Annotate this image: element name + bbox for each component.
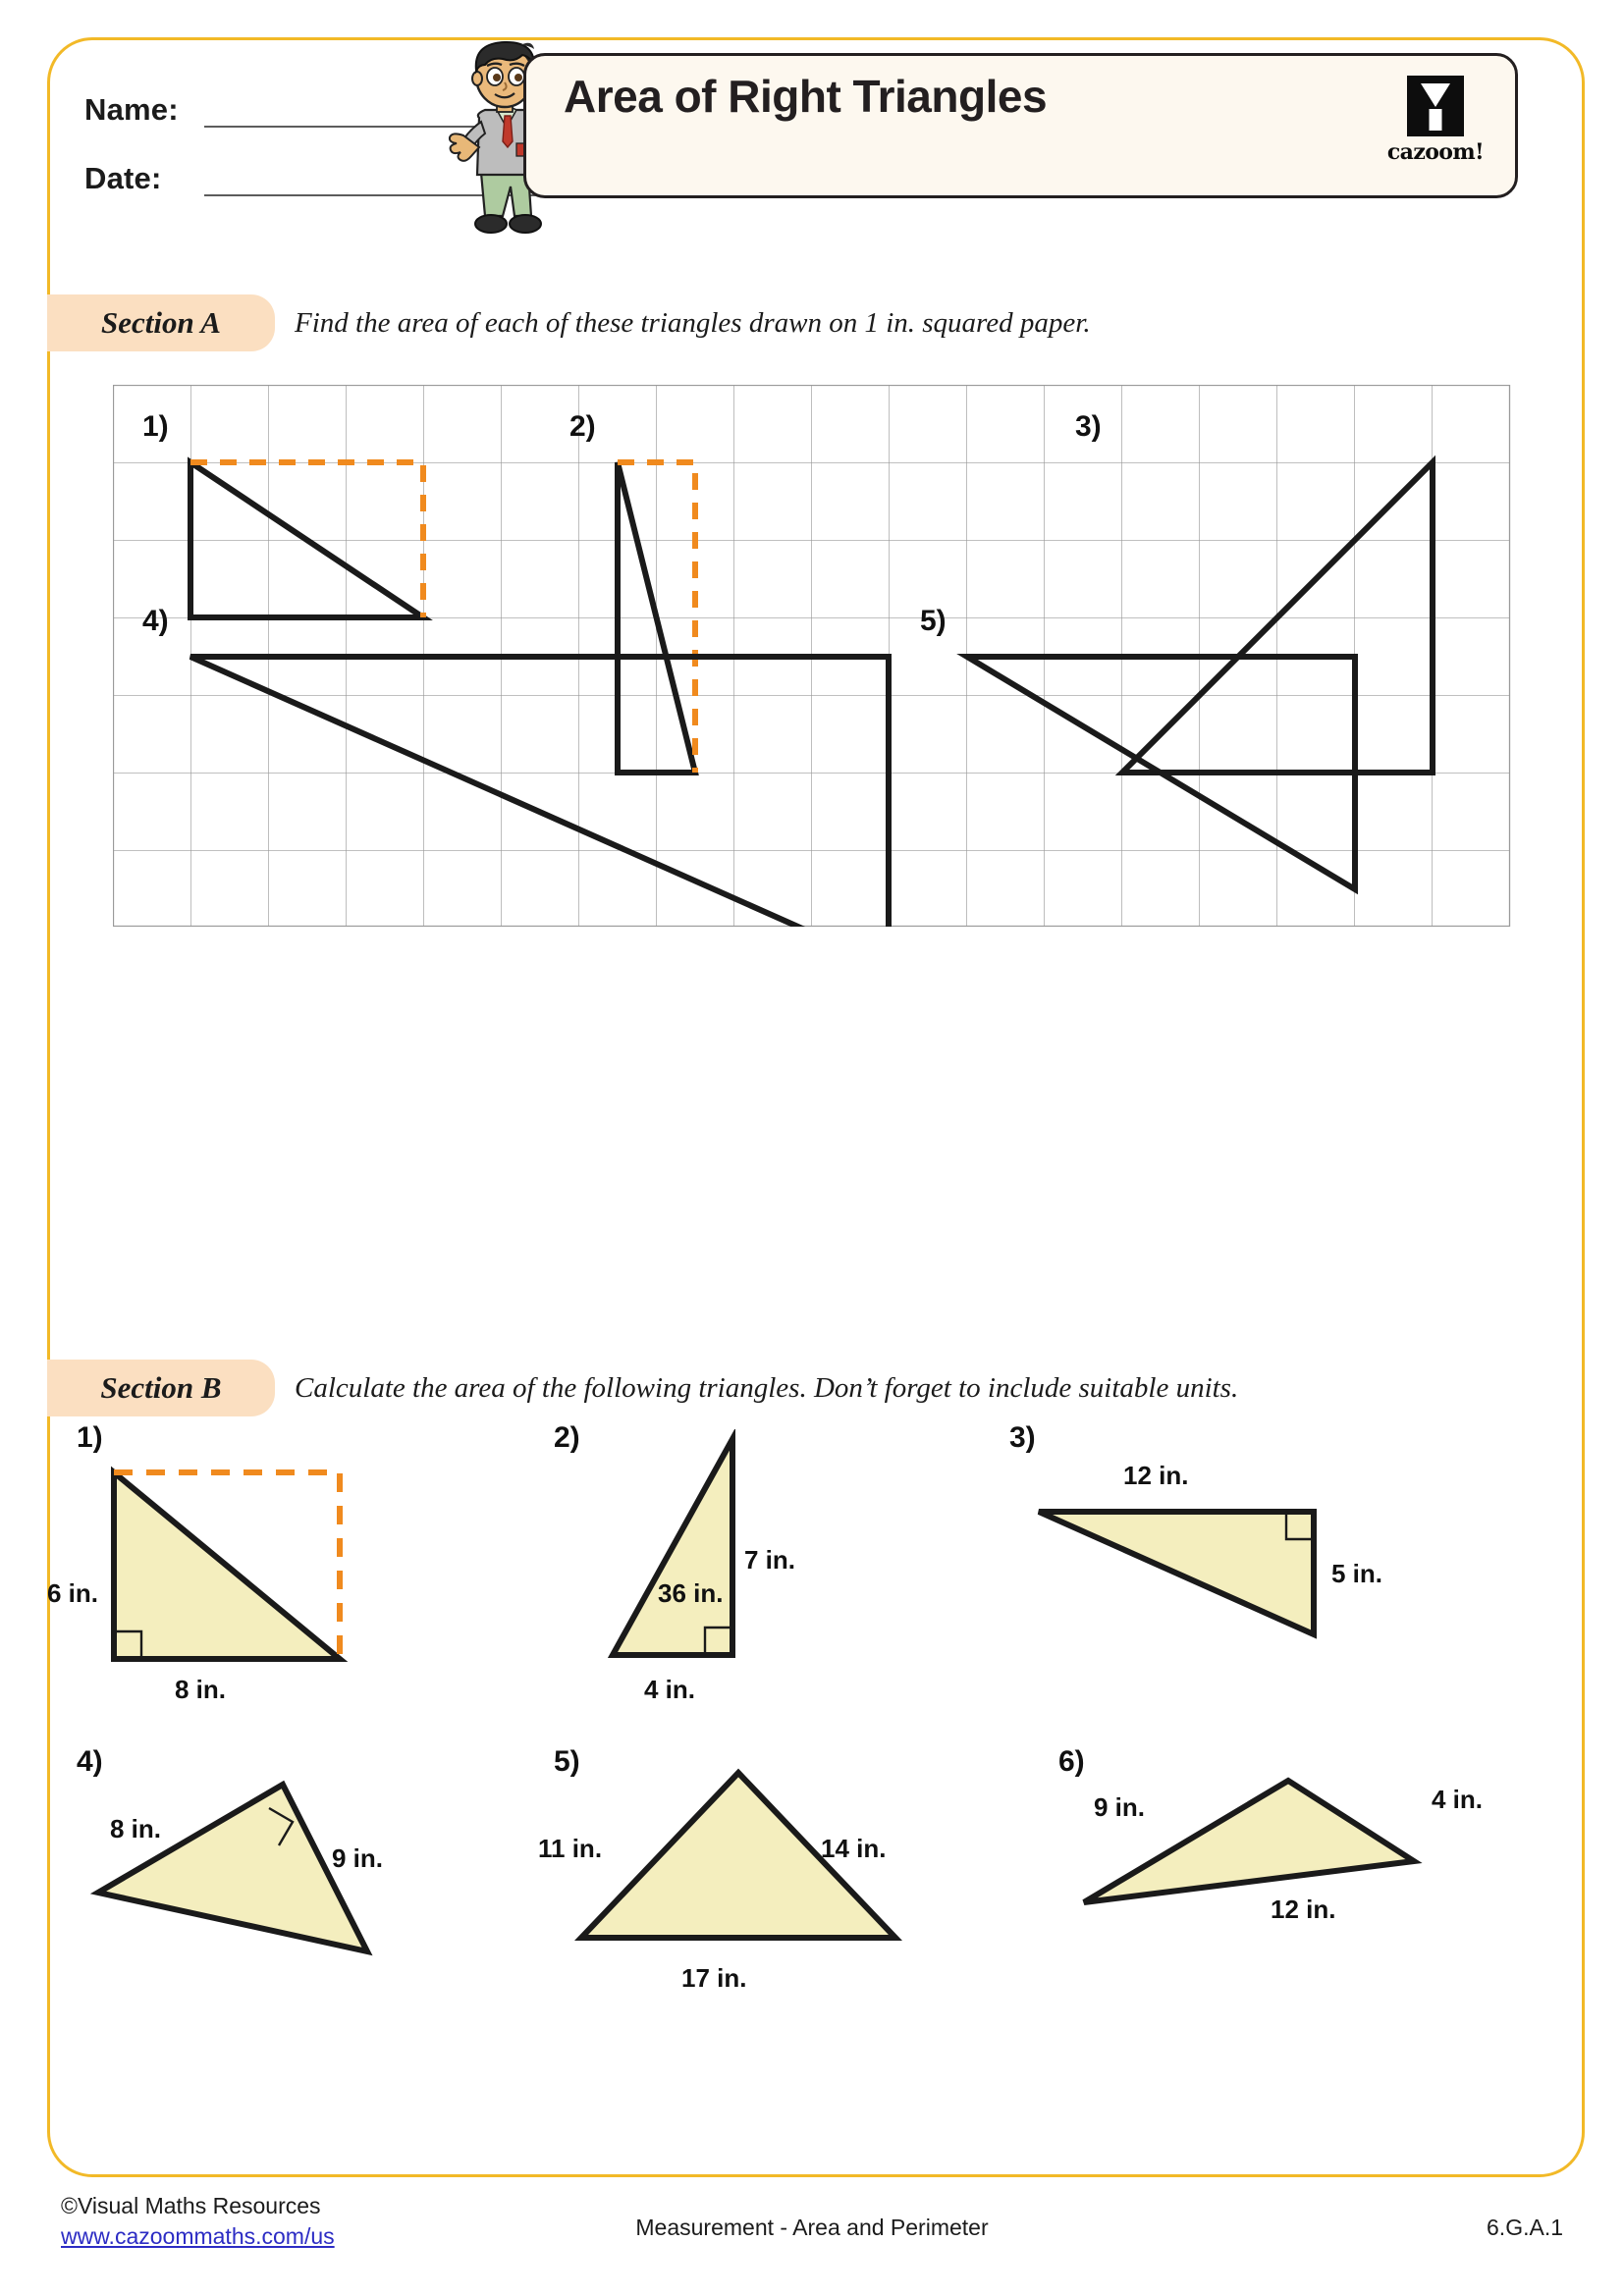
figure-b6-label-bottom: 12 in. bbox=[1271, 1895, 1336, 1924]
footer-topic: Measurement - Area and Perimeter bbox=[635, 2215, 989, 2240]
date-label: Date: bbox=[84, 161, 162, 195]
section-b-figures bbox=[47, 1421, 1585, 2177]
figure-b4-number: 4) bbox=[77, 1745, 103, 1778]
squared-paper-grid bbox=[113, 385, 1512, 927]
figure-b1-number: 1) bbox=[77, 1421, 103, 1454]
figure-b4-label-right: 9 in. bbox=[332, 1843, 384, 1873]
figure-b3-label-top: 12 in. bbox=[1123, 1461, 1189, 1490]
figure-b6 bbox=[1029, 1745, 1559, 2040]
grid-q2-number: 2) bbox=[569, 410, 596, 443]
figure-b4-label-upper-left: 8 in. bbox=[110, 1814, 162, 1843]
cazoom-wordmark: cazoom! bbox=[1386, 139, 1485, 165]
figure-b5-number: 5) bbox=[554, 1745, 580, 1778]
section-b-instruction: Calculate the area of the following triangles. Don’t forget to include suitable units. bbox=[295, 1371, 1239, 1404]
section-b-header bbox=[47, 1360, 1585, 1416]
grid-q5-number: 5) bbox=[920, 605, 947, 637]
figure-b6-label-left: 9 in. bbox=[1094, 1792, 1146, 1822]
figure-b1-label-left: 6 in. bbox=[47, 1578, 99, 1608]
title-card bbox=[523, 53, 1518, 198]
page-title: Area of Right Triangles bbox=[564, 71, 1048, 122]
worksheet-header bbox=[47, 37, 1585, 288]
figure-b1 bbox=[47, 1421, 538, 1745]
figure-b6-label-right: 4 in. bbox=[1432, 1785, 1484, 1814]
figure-b3 bbox=[980, 1421, 1530, 1745]
footer-copyright: ©Visual Maths Resources bbox=[61, 2193, 321, 2218]
figure-b2-triangle bbox=[613, 1439, 732, 1655]
figure-b3-label-right: 5 in. bbox=[1331, 1559, 1383, 1588]
grid-q4-number: 4) bbox=[142, 605, 169, 637]
section-a-badge-label: Section A bbox=[100, 305, 221, 340]
section-a-instruction: Find the area of each of these triangles drawn on 1 in. squared paper. bbox=[295, 306, 1091, 339]
section-b-badge-label: Section B bbox=[100, 1370, 222, 1405]
footer-url-link[interactable]: www.cazoommaths.com/us bbox=[61, 2223, 335, 2250]
figure-b5-label-right: 14 in. bbox=[821, 1834, 887, 1863]
figure-b6-number: 6) bbox=[1058, 1745, 1085, 1778]
figure-b1-label-bottom: 8 in. bbox=[175, 1675, 227, 1704]
hourglass-icon bbox=[1407, 76, 1464, 136]
figure-b1-triangle bbox=[114, 1472, 340, 1659]
grid-q3-number: 3) bbox=[1075, 410, 1102, 443]
section-b-badge bbox=[47, 1360, 275, 1416]
figure-b2-label-inside: 36 in. bbox=[658, 1578, 724, 1608]
footer-standard-code: 6.G.A.1 bbox=[1487, 2215, 1563, 2240]
figure-b5 bbox=[538, 1745, 1029, 2040]
figure-b4-triangle bbox=[98, 1785, 367, 1951]
figure-b5-label-bottom: 17 in. bbox=[681, 1963, 747, 1993]
figure-b4 bbox=[47, 1745, 538, 2040]
figure-b3-triangle bbox=[1039, 1512, 1314, 1634]
figure-b5-label-left: 11 in. bbox=[538, 1834, 603, 1863]
cazoom-logo bbox=[1381, 76, 1489, 182]
figure-b3-number: 3) bbox=[1009, 1421, 1036, 1454]
figure-b2-number: 2) bbox=[554, 1421, 580, 1454]
figure-b2-label-right: 7 in. bbox=[744, 1545, 796, 1575]
grid-q1-number: 1) bbox=[142, 410, 169, 443]
figure-b2-label-bottom: 4 in. bbox=[644, 1675, 696, 1704]
section-a-badge bbox=[47, 294, 275, 351]
name-label: Name: bbox=[84, 92, 179, 127]
figure-b2 bbox=[538, 1421, 980, 1745]
worksheet-footer bbox=[0, 2191, 1624, 2289]
section-a-header bbox=[47, 294, 1585, 351]
